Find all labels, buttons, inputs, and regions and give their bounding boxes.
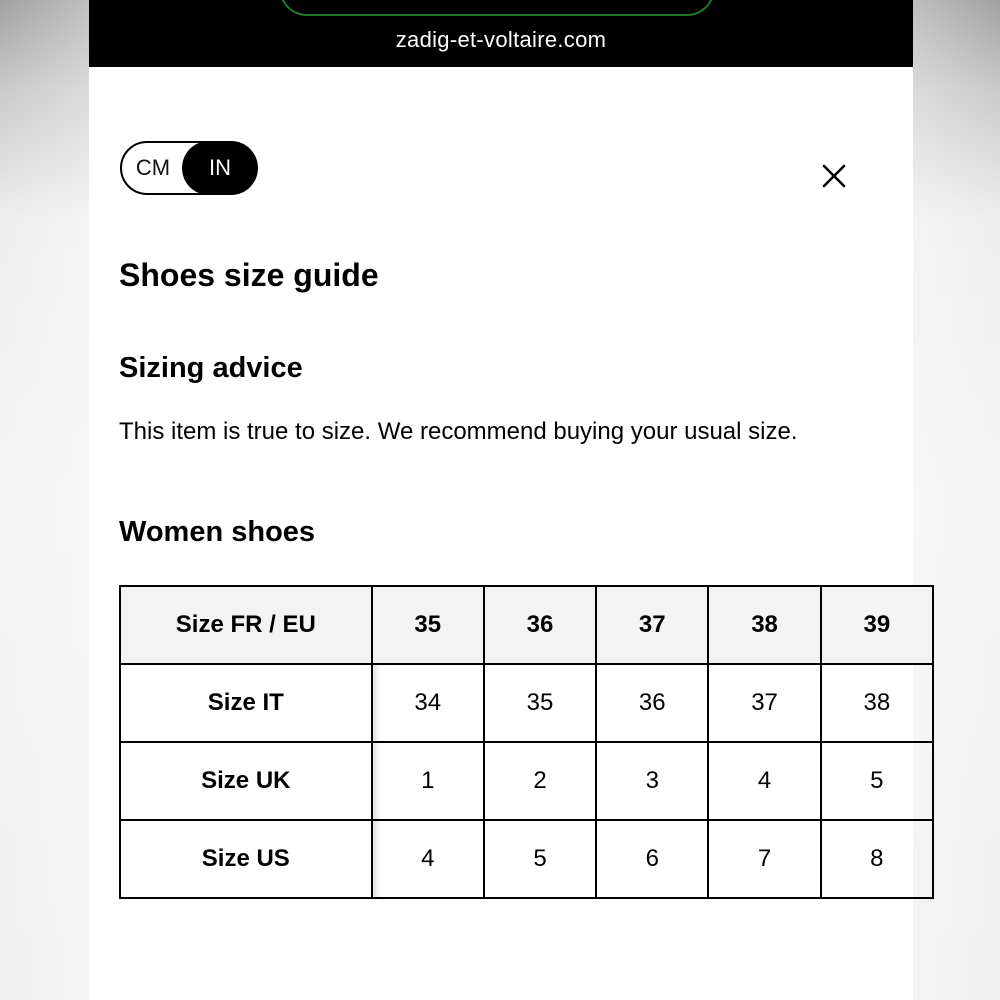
address-field-outline: [279, 0, 715, 16]
table-cell: 38: [821, 664, 933, 742]
table-cell: 34: [372, 664, 484, 742]
header-cell: 39: [821, 586, 933, 664]
women-shoes-heading: Women shoes: [119, 516, 316, 548]
table-cell: 4: [708, 742, 820, 820]
table-header-row: [120, 586, 933, 664]
sizing-advice-heading: Sizing advice: [119, 352, 303, 384]
table-cell: 37: [708, 664, 820, 742]
header-cell: 36: [484, 586, 596, 664]
table-row: [120, 820, 933, 898]
table-cell: 8: [821, 820, 933, 898]
table-cell: 35: [484, 664, 596, 742]
table-cell: 4: [372, 820, 484, 898]
close-icon: [816, 158, 852, 194]
table-cell: 5: [484, 820, 596, 898]
toggle-option-cm[interactable]: CM: [135, 155, 171, 180]
table-cell: 7: [708, 820, 820, 898]
table-cell: 1: [372, 742, 484, 820]
header-cell: 38: [708, 586, 820, 664]
table-cell: 36: [596, 664, 708, 742]
url-text[interactable]: zadig-et-voltaire.com: [395, 27, 607, 52]
header-cell: 37: [596, 586, 708, 664]
phone-screen: [89, 0, 913, 1000]
browser-url-bar[interactable]: [89, 0, 913, 67]
row-label-uk: Size UK: [120, 742, 372, 820]
toggle-option-in[interactable]: IN: [182, 141, 258, 195]
table-cell: 2: [484, 742, 596, 820]
page-title: Shoes size guide: [119, 257, 379, 293]
header-label-fr-eu: Size FR / EU: [120, 586, 372, 664]
size-table-scroll[interactable]: [119, 585, 891, 909]
table-cell: 3: [596, 742, 708, 820]
table-row: [120, 664, 933, 742]
table-row: [120, 742, 933, 820]
row-label-it: Size IT: [120, 664, 372, 742]
unit-toggle[interactable]: [120, 141, 256, 195]
table-cell: 5: [821, 742, 933, 820]
background-left: [0, 0, 89, 1000]
table-cell: 6: [596, 820, 708, 898]
row-label-us: Size US: [120, 820, 372, 898]
sizing-advice-text: This item is true to size. We recommend buying your usual size.: [119, 418, 798, 445]
header-cell: 35: [372, 586, 484, 664]
size-table: [119, 585, 934, 899]
close-button[interactable]: [816, 158, 852, 194]
